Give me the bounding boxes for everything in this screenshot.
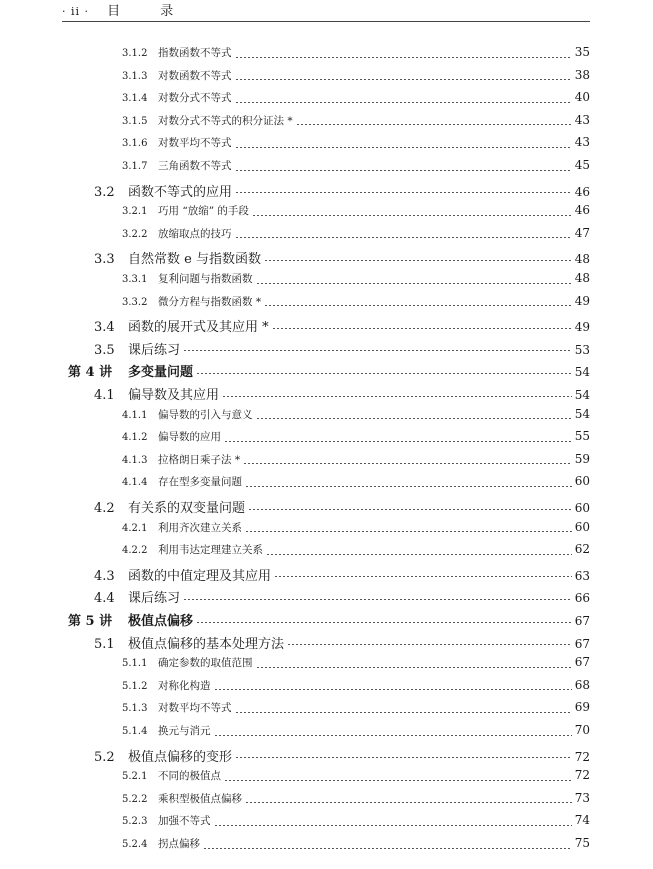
toc-entry[interactable] <box>0 746 653 764</box>
toc-entry-title: 利用韦达定理建立关系 <box>158 544 263 557</box>
toc-entry[interactable] <box>0 474 653 492</box>
dot-leader <box>256 283 572 284</box>
dot-leader <box>214 689 572 690</box>
toc-entry-number: 5.1.2 <box>122 680 148 692</box>
toc-entry-number: 3.1.5 <box>122 115 148 127</box>
toc-entry[interactable] <box>0 316 653 334</box>
toc-entry-page: 47 <box>574 225 590 240</box>
dot-leader <box>235 147 572 148</box>
toc-entry[interactable] <box>0 361 653 379</box>
toc-entry-number: 3.3 <box>94 252 115 268</box>
toc-entry[interactable] <box>0 68 653 86</box>
toc-entry-page: 67 <box>574 614 590 628</box>
toc-entry-title: 偏导数的应用 <box>158 431 221 444</box>
toc-entry-number: 5.1.4 <box>122 726 148 737</box>
toc-entry[interactable] <box>0 90 653 108</box>
toc-entry[interactable] <box>0 791 653 809</box>
toc-entry-number: 4.1.3 <box>122 454 148 466</box>
toc-entry-number: 3.4 <box>94 320 115 336</box>
toc-entry-number: 3.3.2 <box>122 296 148 308</box>
toc-entry-number: 4.1.2 <box>122 432 148 444</box>
toc-entry-number: 3.1.7 <box>122 161 148 172</box>
toc-entry-title: 不同的极值点 <box>158 770 221 783</box>
toc-entry-title: 拉格朗日乘子法 * <box>158 453 241 466</box>
toc-entry-title: 自然常数 e 与指数函数 <box>128 252 261 268</box>
toc-entry[interactable] <box>0 203 653 221</box>
header-rule <box>62 21 590 22</box>
toc-entry-title: 乘积型极值点偏移 <box>158 792 242 805</box>
toc-entry-number: 4.2 <box>94 501 115 516</box>
toc-entry-number: 第 5 讲 <box>68 614 113 629</box>
toc-entry-number: 5.1.3 <box>122 703 148 715</box>
toc-entry-title: 课后练习 <box>128 342 181 358</box>
toc-entry[interactable] <box>0 294 653 312</box>
toc-entry-title: 对数分式不等式的积分证法 * <box>158 114 293 127</box>
toc-entry-title: 极值点偏移的变形 <box>128 749 233 765</box>
toc-entry-number: 3.5 <box>94 342 115 358</box>
toc-entry-page: 35 <box>574 45 590 59</box>
toc-entry[interactable] <box>0 407 653 425</box>
toc-entry-page: 74 <box>574 813 590 828</box>
toc-entry[interactable] <box>0 429 653 447</box>
toc-entry-title: 偏导数的引入与意义 <box>158 408 253 421</box>
toc-entry-page: 67 <box>574 655 590 670</box>
dot-leader <box>252 215 572 216</box>
toc-entry[interactable] <box>0 633 653 651</box>
toc-entry-number: 4.2.2 <box>122 545 148 557</box>
toc-entry-title: 加强不等式 <box>158 815 211 828</box>
toc-entry-number: 3.2 <box>94 184 115 200</box>
toc-entry-number: 3.1.2 <box>122 48 148 59</box>
toc-entry[interactable] <box>0 565 653 583</box>
dot-leader <box>245 531 572 532</box>
toc-entry[interactable] <box>0 723 653 741</box>
dot-leader <box>272 328 572 329</box>
toc-entry-page: 72 <box>574 768 590 783</box>
toc-entry-page: 43 <box>574 112 590 127</box>
dot-leader <box>235 170 572 171</box>
toc-entry-number: 4.1.4 <box>122 477 148 489</box>
toc-entry-page: 66 <box>574 591 590 606</box>
toc-entry-page: 73 <box>574 790 590 805</box>
dot-leader <box>256 667 572 668</box>
toc-entry-page: 60 <box>574 519 590 534</box>
toc-entry-title: 函数不等式的应用 <box>128 184 233 200</box>
toc-entry-number: 5.2.3 <box>122 816 148 828</box>
toc-entry-page: 54 <box>574 365 590 380</box>
toc-entry-title: 对数平均不等式 <box>158 137 232 150</box>
dot-leader <box>243 463 572 464</box>
toc-entry-number: 4.1.1 <box>122 409 148 421</box>
toc-entry-number: 第 4 讲 <box>68 365 113 381</box>
toc-entry-title: 利用齐次建立关系 <box>158 521 242 534</box>
dot-leader <box>183 599 572 600</box>
toc-entry-title: 极值点偏移 <box>128 614 194 629</box>
toc-entry-number: 3.1.3 <box>122 70 148 82</box>
toc-entry-title: 对数平均不等式 <box>158 702 232 715</box>
dot-leader <box>224 780 572 781</box>
toc-entry[interactable] <box>0 226 653 244</box>
toc-entry-title: 拐点偏移 <box>158 838 200 850</box>
toc-entry-title: 课后练习 <box>128 591 181 607</box>
toc-entry-page: 46 <box>574 203 590 218</box>
dot-leader <box>245 486 572 487</box>
toc-entry-page: 53 <box>574 342 590 357</box>
toc-entry-page: 43 <box>574 135 590 150</box>
toc-entry-title: 多变量问题 <box>128 365 194 381</box>
toc-entry-number: 5.1.1 <box>122 658 148 670</box>
dot-leader <box>296 124 572 125</box>
toc-entry-title: 微分方程与指数函数 * <box>158 295 262 308</box>
toc-entry-title: 对数函数不等式 <box>158 69 232 82</box>
toc-entry-title: 偏导数及其应用 <box>128 388 220 403</box>
toc-entry-page: 59 <box>574 451 590 466</box>
toc-entry-title: 极值点偏移的基本处理方法 <box>128 636 285 652</box>
toc-entry[interactable] <box>0 135 653 153</box>
toc-entry-title: 三角函数不等式 <box>158 160 232 172</box>
toc-entry-number: 5.1 <box>94 636 115 652</box>
dot-leader <box>256 418 572 419</box>
toc-entry[interactable] <box>0 158 653 176</box>
toc-entry-number: 3.1.4 <box>122 93 148 105</box>
toc-entry-page: 70 <box>574 723 590 737</box>
dot-leader <box>264 260 572 261</box>
toc-entry-title: 存在型多变量问题 <box>158 476 242 489</box>
dot-leader <box>266 554 572 555</box>
toc-entry[interactable] <box>0 813 653 831</box>
toc-entry-number: 3.2.2 <box>122 228 148 240</box>
toc-entry-page: 49 <box>574 320 590 335</box>
toc-entry[interactable] <box>0 520 653 538</box>
dot-leader <box>274 576 572 577</box>
toc-entry-number: 5.2.1 <box>122 771 148 783</box>
toc-entry[interactable] <box>0 655 653 673</box>
toc-entry-number: 4.2.1 <box>122 522 148 534</box>
dot-leader <box>222 396 572 397</box>
toc-entry[interactable] <box>0 678 653 696</box>
dot-leader <box>287 644 572 645</box>
toc-entry-number: 3.1.6 <box>122 138 148 150</box>
toc-entry-page: 69 <box>574 700 590 715</box>
toc-entry[interactable] <box>0 248 653 266</box>
toc-entry-title: 换元与消元 <box>158 725 211 737</box>
toc-entry-page: 60 <box>574 501 590 515</box>
dot-leader <box>248 509 572 510</box>
toc-entry[interactable] <box>0 113 653 131</box>
toc-entry-title: 确定参数的取值范围 <box>158 657 253 670</box>
dot-leader <box>235 192 572 193</box>
dot-leader <box>235 757 572 758</box>
toc-entry[interactable] <box>0 610 653 628</box>
dot-leader <box>214 735 572 736</box>
toc-entry-page: 72 <box>574 749 590 764</box>
dot-leader <box>196 622 572 623</box>
toc-entry-page: 48 <box>574 252 590 267</box>
toc-entry-number: 4.4 <box>94 591 115 607</box>
toc-entry[interactable] <box>0 452 653 470</box>
toc-entry-page: 46 <box>574 184 590 199</box>
toc-entry-title: 对称化构造 <box>158 679 211 692</box>
dot-leader <box>235 712 572 713</box>
dot-leader <box>235 57 572 58</box>
dot-leader <box>245 802 572 803</box>
header-page-number: · ii · <box>62 5 90 18</box>
toc-entry-number: 4.3 <box>94 568 115 584</box>
toc-entry-number: 3.3.1 <box>122 274 148 285</box>
dot-leader <box>235 79 572 80</box>
toc-entry-page: 54 <box>574 388 590 402</box>
toc-entry-title: 放缩取点的技巧 <box>158 227 232 240</box>
toc-entry-page: 60 <box>574 474 590 489</box>
toc-entry-page: 54 <box>574 406 590 421</box>
dot-leader <box>183 350 572 351</box>
toc-entry[interactable] <box>0 181 653 199</box>
toc-entry[interactable] <box>0 384 653 402</box>
toc-entry-page: 38 <box>574 67 590 82</box>
toc-entry-title: 有关系的双变量问题 <box>128 501 246 516</box>
toc-entry[interactable] <box>0 542 653 560</box>
toc-entry-page: 49 <box>574 293 590 308</box>
dot-leader <box>235 102 572 103</box>
toc-entry-title: 巧用 “放缩” 的手段 <box>158 205 249 218</box>
toc-entry-number: 5.2.2 <box>122 793 148 805</box>
toc-entry[interactable] <box>0 700 653 718</box>
dot-leader <box>196 373 572 374</box>
toc-entry[interactable] <box>0 836 653 854</box>
toc-entry-title: 函数的中值定理及其应用 <box>128 568 272 584</box>
toc-entry-title: 复利问题与指数函数 <box>158 273 253 285</box>
toc-entry-page: 40 <box>574 90 590 105</box>
toc-entry[interactable] <box>0 768 653 786</box>
header-title: 目 录 <box>107 4 192 19</box>
toc-entry-page: 48 <box>574 271 590 285</box>
toc-entry-title: 指数函数不等式 <box>158 47 232 59</box>
toc-entry-page: 45 <box>574 158 590 172</box>
toc-entry[interactable] <box>0 45 653 63</box>
toc-entry-number: 4.1 <box>94 388 115 403</box>
toc-entry[interactable] <box>0 271 653 289</box>
toc-entry[interactable] <box>0 587 653 605</box>
toc-entry[interactable] <box>0 497 653 515</box>
toc-entry-page: 67 <box>574 636 590 651</box>
toc-entry-title: 函数的展开式及其应用 * <box>128 320 269 336</box>
toc-entry-title: 对数分式不等式 <box>158 92 232 105</box>
toc-entry-number: 5.2 <box>94 749 115 765</box>
dot-leader <box>235 237 572 238</box>
toc-entry-number: 3.2.1 <box>122 206 148 218</box>
toc-entry-page: 68 <box>574 677 590 692</box>
dot-leader <box>203 848 572 849</box>
dot-leader <box>224 441 572 442</box>
toc-entry-page: 62 <box>574 542 590 557</box>
dot-leader <box>264 305 572 306</box>
toc-entry[interactable] <box>0 339 653 357</box>
dot-leader <box>214 825 572 826</box>
running-header <box>62 3 191 21</box>
toc-entry-page: 55 <box>574 429 590 444</box>
toc-entry-page: 63 <box>574 568 590 583</box>
toc-entry-number: 5.2.4 <box>122 839 148 850</box>
toc-entry-page: 75 <box>574 836 590 850</box>
